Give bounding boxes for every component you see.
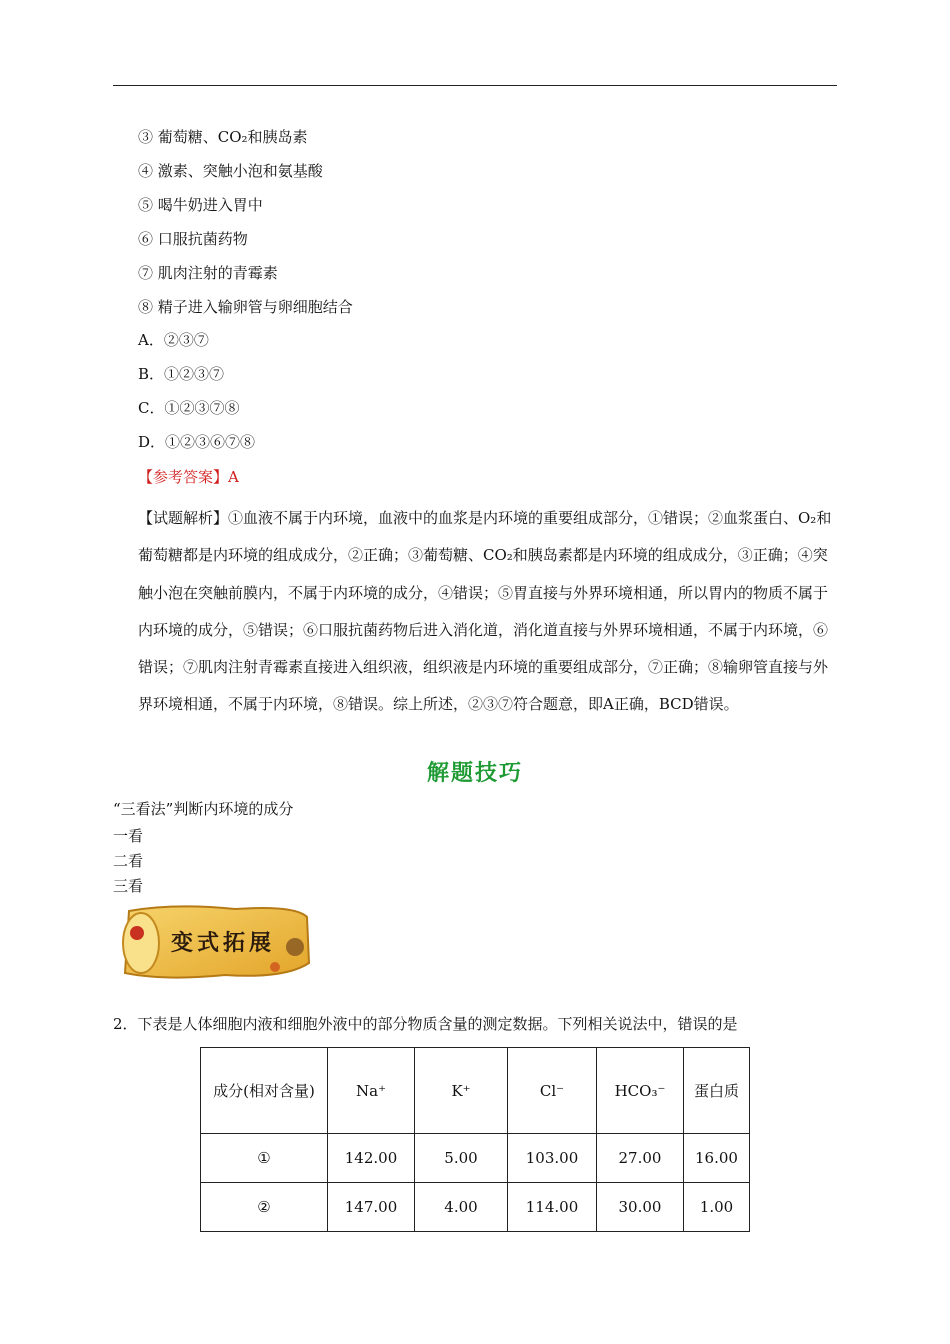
- question-2: 2．下表是人体细胞内液和细胞外液中的部分物质含量的测定数据。下列相关说法中，错误的是: [113, 1015, 738, 1033]
- variant-extension-banner: [115, 903, 313, 981]
- option-5: ⑤ 喝牛奶进入胃中: [138, 196, 263, 214]
- col-header-k: K⁺: [415, 1048, 508, 1134]
- col-header-component: 成分(相对含量): [213, 1081, 315, 1100]
- cell-na: 142.00: [328, 1134, 415, 1183]
- col-header-hco3: HCO₃⁻: [597, 1048, 684, 1134]
- option-6: ⑥ 口服抗菌药物: [138, 230, 248, 248]
- cell-na: 147.00: [328, 1183, 415, 1232]
- cell-k: 4.00: [415, 1183, 508, 1232]
- cell-cl: 114.00: [508, 1183, 597, 1232]
- flower-icon: [130, 926, 144, 940]
- tip-title: “三看法”判断内环境的成分: [113, 800, 294, 818]
- option-7: ⑦ 肌肉注射的青霉素: [138, 264, 278, 282]
- choice-d: D．①②③⑥⑦⑧: [138, 433, 256, 451]
- cell-hco3: 30.00: [597, 1183, 684, 1232]
- option-4: ④ 激素、突触小泡和氨基酸: [138, 162, 323, 180]
- analysis-paragraph: 【试题解析】①血液不属于内环境，血液中的血浆是内环境的重要组成部分，①错误；②血浆蛋白、O₂和葡萄糖都是内环境的组成成分，②正确；③葡萄糖、CO₂和胰岛素都是内环境的组成成分，③正确；④突触小泡在突触前膜内，不属于内环境的成分，④错误；⑤胃直接与外界环境相通，所以胃内的物质不属于内环境的成分，⑤错误；⑥口服抗菌药物后进入消化道，消化道直接与外界环境相通，不属于内环境，⑥错误；⑦肌肉注射青霉素直接进入组织液，组织液是内环境的重要组成部分，⑦正确；⑧输卵管直接与外界环境相通，不属于内环境，⑧错误。综上所述，②③⑦符合题意，即A正确，BCD错误。: [138, 509, 832, 714]
- choice-a: A．②③⑦: [138, 331, 209, 349]
- tip-step-1: 一看: [113, 827, 144, 845]
- header-rule: [113, 85, 837, 86]
- section-heading: 解题技巧: [426, 760, 523, 786]
- banner-scroll-icon: [123, 913, 159, 973]
- cell-cl: 103.00: [508, 1134, 597, 1183]
- cell-protein: 1.00: [684, 1183, 750, 1232]
- row-label: ①: [201, 1134, 328, 1183]
- tip-step-2: 二看: [113, 852, 144, 870]
- banner-text: 变式拓展: [170, 930, 276, 956]
- col-header-na: Na⁺: [328, 1048, 415, 1134]
- cell-hco3: 27.00: [597, 1134, 684, 1183]
- row-label: ②: [201, 1183, 328, 1232]
- option-3: ③ 葡萄糖、CO₂和胰岛素: [138, 128, 308, 146]
- cell-k: 5.00: [415, 1134, 508, 1183]
- table-row: [201, 1134, 750, 1183]
- col-header-cl: Cl⁻: [508, 1048, 597, 1134]
- choice-b: B．①②③⑦: [138, 365, 225, 383]
- option-8: ⑧ 精子进入输卵管与卵细胞结合: [138, 298, 353, 316]
- table-row: [201, 1183, 750, 1232]
- col-header-protein: 蛋白质: [684, 1048, 750, 1134]
- tip-step-3: 三看: [113, 877, 144, 895]
- cell-protein: 16.00: [684, 1134, 750, 1183]
- reference-answer: 【参考答案】A: [138, 468, 239, 486]
- choice-c: C．①②③⑦⑧: [138, 399, 240, 417]
- measurement-table: [200, 1047, 750, 1232]
